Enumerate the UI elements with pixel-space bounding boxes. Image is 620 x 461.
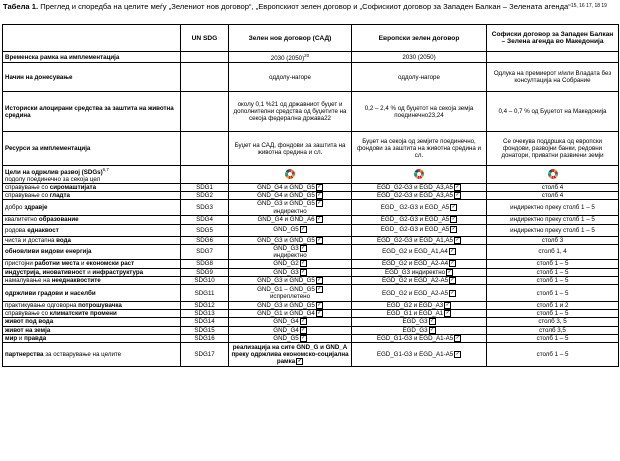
sdg-wheel-icon — [414, 169, 424, 179]
info-sdg-empty — [181, 52, 229, 63]
checkmark-icon: ✓ — [455, 236, 460, 243]
goal-us — [229, 268, 352, 276]
goal-label-pre: родова — [5, 226, 28, 234]
goal-label-pre: намалување на — [5, 277, 52, 285]
goal-eu — [352, 302, 487, 310]
goal-label — [3, 224, 181, 236]
caption-label: Табела 1. — [3, 2, 39, 11]
goal-label-bold: вода — [56, 236, 71, 244]
goal-label-bold: одржливи градови и населби — [5, 289, 96, 297]
checkmark-icon: ✓ — [317, 302, 322, 309]
goals-header-label — [3, 166, 181, 184]
goal-label-bold: образование — [38, 216, 79, 224]
header-eu: Европски зелен договор — [352, 25, 487, 52]
goal-eu-text: EGD_ G2-G3 и EGD_A5 — [380, 204, 450, 212]
goal-eu — [352, 259, 487, 268]
goal-us-text: GND_G4 и GND_A6 — [257, 216, 315, 224]
goal-eu — [352, 244, 487, 259]
checkmark-icon: ✓ — [451, 203, 456, 210]
goal-row — [3, 318, 619, 326]
goal-eu — [352, 334, 487, 342]
goal-eu — [352, 276, 487, 284]
goal-us-note: индиректно — [273, 207, 307, 215]
goal-row — [3, 192, 619, 200]
goal-sdg: SDG8 — [181, 259, 229, 268]
goal-sdg: SDG12 — [181, 302, 229, 310]
goal-label-pre: добро — [5, 203, 25, 211]
info-label: Начин на донесување — [3, 63, 181, 92]
info-us — [229, 52, 352, 63]
goal-label — [3, 259, 181, 268]
info-row-timeframe — [3, 52, 619, 63]
goal-sofia: индиректно преку столб 1 – 5 — [487, 200, 619, 215]
checkmark-icon: ✓ — [301, 318, 306, 325]
goal-row — [3, 200, 619, 215]
checkmark-icon: ✓ — [316, 215, 322, 222]
header-sdg: UN SDG — [181, 25, 229, 52]
goal-eu-text: EGD_G1-G3 и EGD_A1-A5 — [376, 334, 454, 342]
sdg-wheel-icon — [548, 169, 558, 179]
caption-refs: 15, 16 17, 18 19 — [570, 3, 607, 9]
info-us: оддолу-нагоре — [229, 63, 352, 92]
checkmark-icon: ✓ — [317, 200, 322, 207]
info-sdg-empty — [181, 92, 229, 132]
info-sofia: Одлука на премиерот и/или Владата без консултација на Собрание — [487, 63, 619, 92]
checkmark-icon: ✓ — [455, 184, 460, 191]
checkmark-icon: ✓ — [317, 310, 322, 317]
checkmark-icon: ✓ — [445, 310, 450, 317]
checkmark-icon: ✓ — [451, 215, 456, 222]
goal-label-bold: еднаквост — [27, 226, 59, 234]
checkmark-icon: ✓ — [317, 236, 322, 243]
sdg-wheel-icon — [285, 169, 295, 179]
goal-sofia: столб 1 и 2 — [487, 302, 619, 310]
goal-sofia: столб 1 – 5 — [487, 334, 619, 342]
info-sofia — [487, 52, 619, 63]
goal-row — [3, 236, 619, 244]
goal-label-pre: пристојни — [5, 260, 35, 268]
goal-us-text: GND_G3 и GND_G5 — [257, 236, 315, 244]
goal-eu-text: EGD_G2-G3 и EGD_A1,A5 — [376, 236, 454, 244]
goal-label — [3, 342, 181, 366]
info-row-funds — [3, 92, 619, 132]
goal-label-bold2: правда — [24, 334, 47, 342]
info-sofia: Се очекува поддршка од европски фондови, развојни банки, редовни донатори, приватни развиени земји — [487, 132, 619, 166]
goal-eu — [352, 224, 487, 236]
goal-label-pre: практикување одговорна — [5, 302, 79, 310]
goal-eu-text: EGD_G1 и EGD_A1 — [386, 310, 444, 318]
goal-row — [3, 310, 619, 318]
goal-eu — [352, 268, 487, 276]
goals-header-sdg-empty — [181, 166, 229, 184]
info-us-text: 2030 (2050) — [270, 55, 305, 63]
goal-label-bold: мир — [5, 334, 18, 342]
checkmark-icon: ✓ — [450, 289, 455, 296]
goal-us-text: GND_G2 — [273, 260, 299, 268]
goal-eu-text: EGD_G2 и EGD_A2-A4 — [381, 260, 449, 268]
goal-label — [3, 276, 181, 284]
goal-label — [3, 215, 181, 224]
goal-us — [229, 259, 352, 268]
goal-eu-text: EGD_G3 индиректно — [384, 268, 446, 276]
goal-label-bold: живот под вода — [5, 318, 54, 326]
goal-label — [3, 268, 181, 276]
goal-sdg: SDG5 — [181, 224, 229, 236]
goal-label — [3, 318, 181, 326]
checkmark-icon: ✓ — [451, 226, 456, 233]
goal-label-bold2: економски раст — [86, 260, 135, 268]
goal-sofia: столб 1 – 5 — [487, 310, 619, 318]
goal-us — [229, 276, 352, 284]
goal-sofia: столб 1 – 5 — [487, 285, 619, 302]
goal-label-post: за остварување на целите — [43, 350, 122, 358]
goal-us — [229, 192, 352, 200]
goal-eu — [352, 310, 487, 318]
goal-us-text: GND_G1 – GND_G5 — [257, 286, 315, 294]
goal-us-text: реализација на сите GND_G и GND_A преку одржлива економско-социјална рамка — [231, 343, 349, 365]
goal-label-bold: климатските промени — [49, 310, 117, 318]
info-eu: 2030 (2050) — [352, 52, 487, 63]
goal-us — [229, 342, 352, 366]
info-row-adoption — [3, 63, 619, 92]
goal-label — [3, 192, 181, 200]
info-us-sup: 20 — [304, 53, 310, 58]
goal-label-post: и — [17, 334, 25, 342]
goal-eu-text: EGD_G2 и EGD_A1,A4 — [382, 248, 448, 256]
info-us: Буџет на САД, фондови за заштита на животна средина и сл. — [229, 132, 352, 166]
goal-us-note: индиректно — [273, 251, 307, 259]
info-us: околу 0,1 %21 од државниот буџет и дополнителни средства од буџетите на секоја федерална држава22 — [229, 92, 352, 132]
goal-us-text: GND_G4 — [273, 318, 299, 326]
goal-label — [3, 236, 181, 244]
goal-sdg: SDG9 — [181, 268, 229, 276]
goal-us-text: GND_G4 и GND_G5 — [257, 184, 315, 192]
goal-eu — [352, 215, 487, 224]
checkmark-icon: ✓ — [455, 350, 460, 357]
goal-label-bold: партнерства — [5, 350, 44, 358]
goal-us — [229, 334, 352, 342]
goal-sdg: SDG4 — [181, 215, 229, 224]
goal-label-bold: сиромаштијата — [49, 184, 97, 192]
info-label: Временска рамка на имплементација — [3, 52, 181, 63]
goal-eu-text: EGD_G2 и EGD_A3 — [386, 302, 444, 310]
goal-label — [3, 244, 181, 259]
goal-sofia: столб 3 — [487, 236, 619, 244]
goal-eu-text: EGD_G3 — [402, 318, 428, 326]
goal-sofia: столб 1, 4 — [487, 244, 619, 259]
checkmark-icon: ✓ — [317, 192, 322, 199]
goal-eu — [352, 285, 487, 302]
goal-label-bold: обновливи видови енергија — [5, 248, 92, 256]
goal-label-bold: гладта — [49, 192, 70, 200]
goal-sdg: SDG13 — [181, 310, 229, 318]
goal-sdg: SDG17 — [181, 342, 229, 366]
goal-row — [3, 285, 619, 302]
info-sofia: 0,4 – 0,7 % од Буџетот на Македонија — [487, 92, 619, 132]
goal-us-note: испреплетено — [269, 293, 311, 301]
info-label: Историски алоцирани средства за заштита на животна средина — [3, 92, 181, 132]
info-eu: 0,2 – 2,4 % од буџетот на секоја земја поединечно23,24 — [352, 92, 487, 132]
header-empty — [3, 25, 181, 52]
goal-row — [3, 276, 619, 284]
goal-us-text: GND_G5 — [273, 226, 299, 234]
goal-us — [229, 285, 352, 302]
goal-sdg: SDG6 — [181, 236, 229, 244]
goal-label-pre: чиста и достапна — [5, 236, 57, 244]
goal-eu-text: EGD_G2-G3 и EGD_A3,A5 — [376, 184, 454, 192]
goal-eu — [352, 192, 487, 200]
goal-sofia: столб 4 — [487, 184, 619, 192]
goal-eu — [352, 318, 487, 326]
checkmark-icon: ✓ — [317, 184, 322, 191]
checkmark-icon: ✓ — [455, 192, 460, 199]
goal-sofia: столб 4 — [487, 192, 619, 200]
goal-row — [3, 244, 619, 259]
goal-label-pre: квалитетно — [5, 216, 39, 224]
goal-sofia: столб 3,5 — [487, 326, 619, 334]
goal-label — [3, 200, 181, 215]
checkmark-icon: ✓ — [455, 334, 460, 341]
goal-sdg: SDG7 — [181, 244, 229, 259]
goal-label-bold: нееднаквостите — [51, 277, 101, 285]
goal-sofia: столб 1 – 5 — [487, 268, 619, 276]
goal-sofia: столб 1 – 5 — [487, 276, 619, 284]
goal-us — [229, 236, 352, 244]
goal-sofia: индиректно преку столб 1 – 5 — [487, 224, 619, 236]
goal-eu-text: EGD_ G2-G3 и EGD_A5 — [380, 216, 450, 224]
goal-us — [229, 215, 352, 224]
checkmark-icon: ✓ — [297, 357, 302, 364]
goal-row — [3, 342, 619, 366]
goal-us-text: GND_G4 и GND_G5 — [257, 192, 315, 200]
goal-us — [229, 200, 352, 215]
goal-row — [3, 259, 619, 268]
header-row — [3, 25, 619, 52]
goal-us-text: GND_G3 и GND_G5 — [257, 200, 315, 208]
goal-row — [3, 184, 619, 192]
goals-header-bold: Цели на одржлив развој (SDGs) — [5, 169, 103, 177]
goal-row — [3, 224, 619, 236]
checkmark-icon: ✓ — [317, 286, 322, 293]
sdg-logo-cell — [229, 166, 352, 184]
goal-us-text: GND_G4 — [273, 326, 299, 334]
goal-label-bold: индустрија, иновативност — [5, 268, 86, 276]
goal-us — [229, 244, 352, 259]
sdg-logo-cell — [487, 166, 619, 184]
info-label: Ресурси за имплементација — [3, 132, 181, 166]
goal-us — [229, 326, 352, 334]
goal-label-pre: справување со — [5, 192, 50, 200]
goal-label-bold: работни места — [34, 260, 80, 268]
goal-us-text: GND_G3 и GND_G5 — [257, 302, 315, 310]
goal-label-pre: справување со — [5, 310, 50, 318]
goal-eu-text: EGD_G3 — [402, 326, 428, 334]
goals-header-sup: 6,7 — [102, 167, 109, 173]
goal-us-text: GND_G1 и GND_G4 — [257, 310, 315, 318]
goal-eu — [352, 184, 487, 192]
goal-label-bold: живот на земја — [5, 326, 51, 334]
goal-sofia: столб 1 – 5 — [487, 342, 619, 366]
goal-label-post: и — [79, 260, 87, 268]
goal-eu — [352, 200, 487, 215]
goal-eu — [352, 326, 487, 334]
goal-label — [3, 184, 181, 192]
goal-sdg: SDG14 — [181, 318, 229, 326]
goal-row — [3, 302, 619, 310]
checkmark-icon: ✓ — [447, 268, 452, 275]
checkmark-icon: ✓ — [450, 248, 455, 255]
goal-eu-text: EGD_G2-G3 и EGD_A3,A5 — [376, 192, 454, 200]
goal-label — [3, 326, 181, 334]
goal-us — [229, 224, 352, 236]
goal-label — [3, 334, 181, 342]
goal-sofia: индиректно преку столб 1 – 5 — [487, 215, 619, 224]
sdg-logo-cell — [352, 166, 487, 184]
goal-us — [229, 310, 352, 318]
goal-us — [229, 184, 352, 192]
goal-sdg: SDG3 — [181, 200, 229, 215]
goal-label-pre: справување со — [5, 184, 50, 192]
goal-label-bold: потрошувачка — [78, 302, 122, 310]
checkmark-icon: ✓ — [317, 276, 322, 283]
checkmark-icon: ✓ — [429, 318, 435, 325]
goal-eu — [352, 236, 487, 244]
info-row-resources — [3, 132, 619, 166]
goal-sdg: SDG15 — [181, 326, 229, 334]
header-us: Зелен нов договор (САД) — [229, 25, 352, 52]
info-sdg-empty — [181, 132, 229, 166]
goal-sofia: столб 3, 5 — [487, 318, 619, 326]
goal-row — [3, 334, 619, 342]
caption-text: Преглед и споредба на целите меѓу „Зелениот нов договор“, „Европскиот зелен договор и „Софискиот договор за Западен Балкан – Зелената агенда“ — [38, 2, 571, 11]
goal-eu-text: EGD_G2 и EGD_A2-A5 — [381, 289, 449, 297]
goal-label — [3, 310, 181, 318]
info-eu: Буџет на секоја од земјите поединечно, фондови за заштита на животна средина и сл. — [352, 132, 487, 166]
goal-eu — [352, 342, 487, 366]
checkmark-icon: ✓ — [301, 226, 306, 233]
info-sdg-empty — [181, 63, 229, 92]
checkmark-icon: ✓ — [301, 244, 306, 251]
goal-sdg: SDG16 — [181, 334, 229, 342]
goal-row — [3, 326, 619, 334]
checkmark-icon: ✓ — [450, 276, 455, 283]
goal-sdg: SDG11 — [181, 285, 229, 302]
goal-sdg: SDG2 — [181, 192, 229, 200]
goal-label — [3, 302, 181, 310]
header-sofia: Софиски договор за Западен Балкан – Зелена агенда во Македонија — [487, 25, 619, 52]
checkmark-icon: ✓ — [301, 260, 306, 267]
goal-sofia: столб 1 – 5 — [487, 259, 619, 268]
checkmark-icon: ✓ — [301, 268, 306, 275]
goal-eu-text: EGD_ G2-G3 и EGD_A5 — [380, 226, 450, 234]
goal-us-text: GND_G3 — [273, 244, 299, 252]
goal-label-bold2: инфраструктура — [92, 268, 144, 276]
checkmark-icon: ✓ — [445, 302, 450, 309]
goal-eu-text: EGD_G2 и EGD_A2-A5 — [381, 277, 449, 285]
checkmark-icon: ✓ — [450, 260, 455, 267]
table-caption — [0, 0, 620, 24]
goal-row — [3, 215, 619, 224]
checkmark-icon: ✓ — [429, 326, 435, 333]
goal-us-text: GND_G3 и GND_G5 — [257, 277, 315, 285]
goal-us-text: GND_G5 — [273, 334, 299, 342]
goals-header-rest: подолу поединечно за секоја цел — [5, 176, 101, 184]
goal-us-text: GND_G3 — [273, 268, 299, 276]
goal-label — [3, 285, 181, 302]
goal-sdg: SDG1 — [181, 184, 229, 192]
info-eu: оддолу-нагоре — [352, 63, 487, 92]
goal-sdg: SDG10 — [181, 276, 229, 284]
goal-us — [229, 318, 352, 326]
goal-eu-text: EGD_G1-G3 и EGD_A1-A5 — [376, 350, 454, 358]
checkmark-icon: ✓ — [301, 326, 306, 333]
goal-us — [229, 302, 352, 310]
goal-label-bold: здравје — [24, 203, 48, 211]
checkmark-icon: ✓ — [301, 334, 306, 341]
comparison-table — [2, 24, 619, 367]
goals-header-row — [3, 166, 619, 184]
goal-row — [3, 268, 619, 276]
goal-label-post: и — [85, 268, 93, 276]
